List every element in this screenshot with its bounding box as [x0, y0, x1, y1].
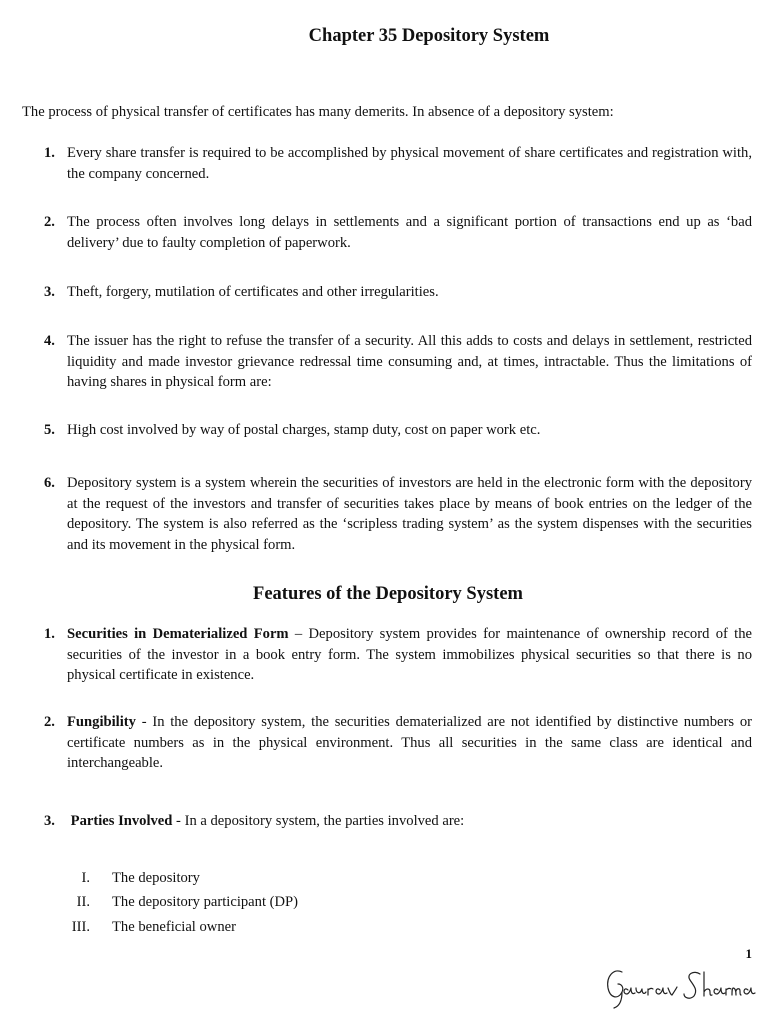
section-heading: Features of the Depository System: [253, 584, 523, 604]
intro-paragraph: The process of physical transfer of certificates has many demerits. In absence of a depository system:: [22, 104, 614, 120]
feature-term: Securities in Dematerialized Form: [67, 626, 289, 642]
list-text: [67, 811, 752, 832]
signature-image: [600, 962, 760, 1012]
list-number: 1.: [44, 145, 55, 161]
list-text: Depository system is a system wherein the securities of investors are held in the electronic form with the depository at the request of the investors and transfer of securities takes place by means of book entries on the ledger of the depository. The system is also referred as the ‘scripless trading system’ as the system dispenses with the securities and its movement in the physical form.: [67, 475, 752, 553]
roman-list-item: [44, 868, 444, 888]
list-text: [67, 712, 752, 774]
list-item: [44, 473, 752, 555]
roman-number: III.: [71, 919, 90, 935]
list-number: 6.: [44, 475, 55, 491]
list-number: 1.: [44, 626, 55, 642]
roman-number: I.: [81, 870, 90, 886]
list-item: [44, 811, 752, 832]
feature-term: Parties Involved: [70, 813, 173, 829]
list-text: The issuer has the right to refuse the transfer of a security. All this adds to costs and delays in settlement, restricted liquidity and made investor grievance redressal time consuming and, at times, intractable. Thus the limitations of having shares in physical form are:: [67, 333, 752, 390]
list-item: [44, 331, 752, 393]
term-separator: -: [172, 813, 185, 829]
term-separator: -: [135, 714, 153, 730]
roman-text: The depository participant (DP): [112, 894, 299, 910]
page-number: 1: [745, 946, 752, 961]
list-item: [44, 282, 752, 303]
feature-description: Depository system provides for maintenance of ownership record of the securities of the investor in a book entry form. The system immobilizes physical securities so that there is no physical certificate in existence.: [67, 626, 752, 683]
list-number: 4.: [44, 333, 55, 349]
list-number: 2.: [44, 214, 55, 230]
page-title: Chapter 35 Depository System: [308, 26, 550, 46]
list-number: 3.: [44, 813, 55, 829]
list-item: [44, 143, 752, 184]
roman-text: The beneficial owner: [112, 919, 236, 935]
list-text: Every share transfer is required to be accomplished by physical movement of share certificates and registration with, the company concerned.: [67, 145, 752, 182]
feature-term: Fungibility: [67, 714, 136, 730]
list-text: Theft, forgery, mutilation of certificates and other irregularities.: [67, 284, 439, 300]
list-text: [67, 624, 752, 686]
list-item: [44, 420, 752, 441]
feature-description: In a depository system, the parties involved are:: [184, 813, 465, 829]
list-number: 2.: [44, 714, 55, 730]
roman-number: II.: [76, 894, 90, 910]
roman-list-item: [44, 917, 444, 937]
roman-text: The depository: [112, 870, 200, 886]
term-separator: –: [288, 626, 309, 642]
feature-description: In the depository system, the securities dematerialized are not identified by distinctive numbers or certificate numbers as in the physical environment. Thus all securities in the same class are identical and interchangeable.: [67, 714, 752, 771]
list-item: [44, 212, 752, 253]
list-item: [44, 624, 752, 686]
list-text: The process often involves long delays in settlements and a significant portion of transactions end up as ‘bad delivery’ due to faulty completion of paperwork.: [67, 214, 752, 251]
list-item: [44, 712, 752, 774]
list-number: 5.: [44, 422, 55, 438]
roman-list-item: [44, 892, 444, 912]
list-text: High cost involved by way of postal charges, stamp duty, cost on paper work etc.: [67, 422, 541, 438]
list-number: 3.: [44, 284, 55, 300]
